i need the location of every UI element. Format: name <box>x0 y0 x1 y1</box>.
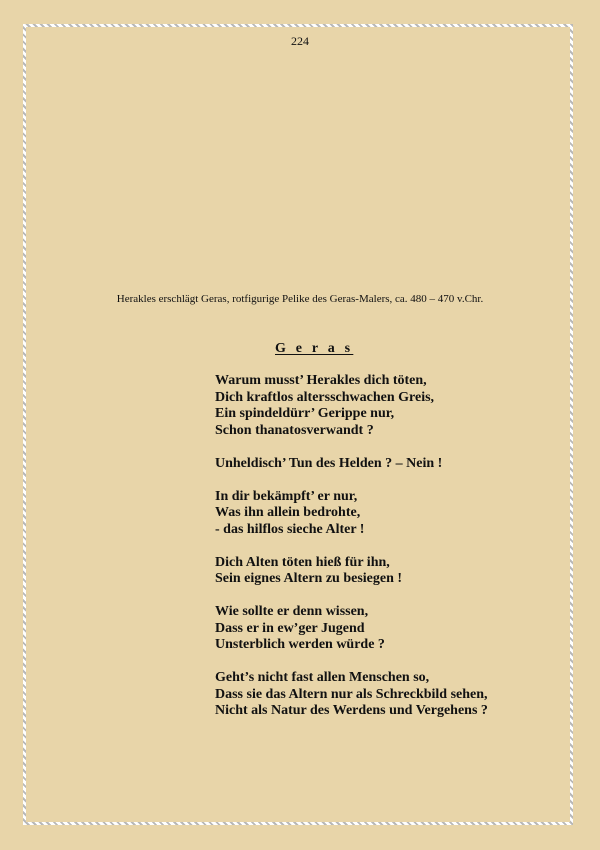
poem-body <box>215 373 488 736</box>
poem-line: Ein spindeldürr’ Gerippe nur, <box>215 406 395 421</box>
poem-line: Schon thanatosverwandt ? <box>215 422 374 438</box>
poem-line: In dir bekämpft’ er nur, <box>215 488 358 504</box>
image-caption: Herakles erschlägt Geras, rotfigurige Pelike des Geras-Malers, ca. 480 – 470 v.Chr. <box>116 293 484 305</box>
poem-line: Dich Alten töten hieß für ihn, <box>215 554 390 570</box>
stanza <box>215 604 488 654</box>
poem-line: Dass sie das Altern nur als Schreckbild sehen, <box>215 686 488 702</box>
stanza <box>215 373 488 439</box>
poem-line: Wie sollte er denn wissen, <box>215 604 369 619</box>
poem-line: Unsterblich werden würde ? <box>215 637 385 652</box>
stanza <box>215 456 488 473</box>
page-number: 224 <box>291 34 309 48</box>
poem-line: Was ihn allein bedrohte, <box>215 505 361 520</box>
poem-line: - das hilflos sieche Alter ! <box>215 521 365 537</box>
stanza <box>215 670 488 720</box>
stanza <box>215 489 488 539</box>
poem-line: Unheldisch’ Tun des Helden ? – Nein ! <box>215 455 443 471</box>
poem-line: Sein eignes Altern zu besiegen ! <box>215 571 403 586</box>
poem-line: Warum musst’ Herakles dich töten, <box>215 373 427 388</box>
poem-line: Dass er in ew’ger Jugend <box>215 620 365 636</box>
poem-line: Geht’s nicht fast allen Menschen so, <box>215 670 430 685</box>
stanza <box>215 555 488 588</box>
poem-line: Nicht als Natur des Werdens und Vergehens ? <box>215 703 488 718</box>
poem-title: G e r a s <box>275 341 354 356</box>
poem-line: Dich kraftlos altersschwachen Greis, <box>215 389 435 405</box>
